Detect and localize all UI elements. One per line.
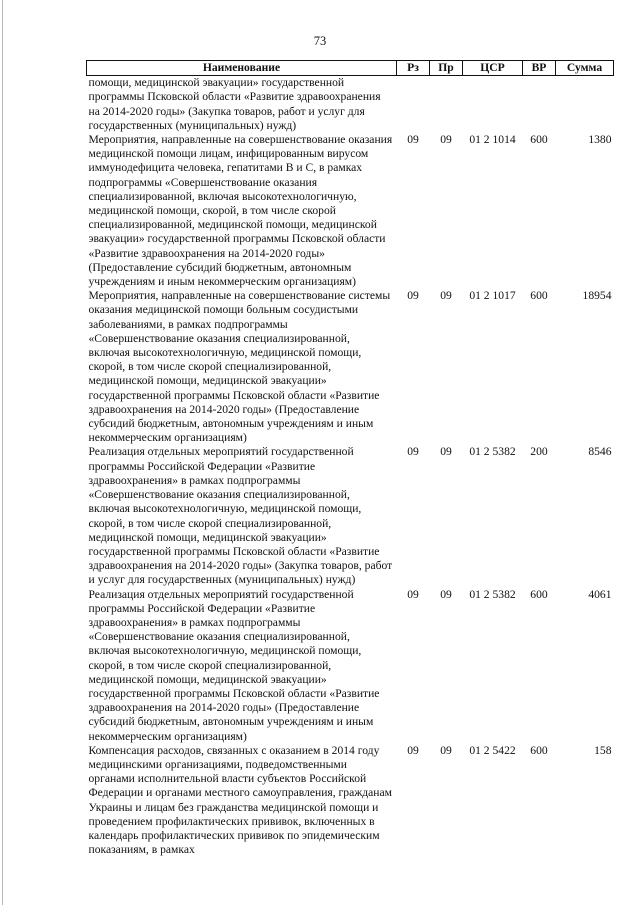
row-csr: 01 2 5422 <box>469 743 516 757</box>
table-row <box>87 133 614 289</box>
row-name: Компенсация расходов, связанных с оказанием в 2014 году медицинскими организациями, подведомственными органами исполнительной власти субъектов Российской Федерации и органами местного самоуправления, гражданам Украины и лицам без гражданства медицинской помощи и проведением профилактических прививок, включенных в календарь профилактических прививок по эпидемическим показаниям, в рамках <box>88 743 392 857</box>
row-rz: 09 <box>407 445 419 459</box>
row-name: Реализация отдельных мероприятий государственной программы Российской Федерации «Развитие здравоохранения» в рамках подпрограммы «Совершенствование оказания специализированной, включая высокотехнологичную, медицинской помощи, скорой, в том числе скорой специализированной, медицинской помощи, медицинской эвакуации» государственной программы Псковской области «Развитие здравоохранения на 2014-2020 годы» (Предоставление субсидий бюджетным, автономным учреждениям и иным некоммерческим организациям) <box>88 587 380 743</box>
row-sum <box>556 76 614 133</box>
row-rz <box>397 76 430 133</box>
row-csr: 01 2 1017 <box>469 289 516 303</box>
column-header-vr: ВР <box>523 61 556 76</box>
row-csr: 01 2 5382 <box>469 445 516 459</box>
row-vr <box>523 76 556 133</box>
row-vr: 600 <box>530 743 548 757</box>
row-sum: 8546 <box>588 445 612 459</box>
row-pr: 09 <box>440 743 452 757</box>
row-sum: 158 <box>594 743 612 757</box>
row-csr: 01 2 5382 <box>469 587 516 601</box>
column-header-rz: Рз <box>397 61 430 76</box>
row-sum: 18954 <box>582 289 612 303</box>
table-row <box>87 744 614 858</box>
row-vr: 600 <box>530 289 548 303</box>
row-name: Реализация отдельных мероприятий государственной программы Российской Федерации «Развитие здравоохранения» в рамках подпрограммы «Совершенствование оказания специализированной, включая высокотехнологичную, медицинской помощи, скорой, в том числе скорой специализированной, медицинской помощи, медицинской эвакуации» государственной программы Псковской области «Развитие здравоохранения на 2014-2020 годы» (Закупка товаров, работ и услуг для государственных (муниципальных) нужд) <box>88 445 393 587</box>
row-rz: 09 <box>407 133 419 147</box>
row-sum: 1380 <box>588 133 612 147</box>
row-name: помощи, медицинской эвакуации» государственной программы Псковской области «Развитие здравоохранения на 2014-2020 годы» (Закупка товаров, работ и услуг для государственных (муниципальных) нужд) <box>88 76 381 132</box>
table-row <box>87 289 614 445</box>
page-number: 73 <box>313 34 327 48</box>
table-row <box>87 445 614 587</box>
row-csr: 01 2 1014 <box>469 133 516 147</box>
row-vr: 600 <box>530 587 548 601</box>
column-header-sum: Сумма <box>556 61 614 76</box>
row-pr: 09 <box>440 133 452 147</box>
row-rz: 09 <box>407 743 419 757</box>
row-sum: 4061 <box>588 587 612 601</box>
table-row <box>87 588 614 744</box>
row-pr: 09 <box>440 587 452 601</box>
row-pr: 09 <box>440 445 452 459</box>
table-row <box>87 76 614 133</box>
table-header-row <box>87 61 614 76</box>
scan-edge-line <box>2 0 3 905</box>
column-header-pr: Пр <box>430 61 463 76</box>
row-vr: 600 <box>530 133 548 147</box>
column-header-name: Наименование <box>87 61 397 76</box>
row-rz: 09 <box>407 587 419 601</box>
row-name: Мероприятия, направленные на совершенствование системы оказания медицинской помощи больным сосудистыми заболеваниями, в рамках подпрограммы «Совершенствование оказания специализированной, включая высокотехнологичную, медицинской помощи, скорой, в том числе скорой специализированной, медицинской помощи, медицинской эвакуации» государственной программы Псковской области «Развитие здравоохранения на 2014-2020 годы» (Предоставление субсидий бюджетным, автономным учреждениям и иным некоммерческим организациям) <box>88 289 391 445</box>
budget-table <box>86 60 614 857</box>
row-pr: 09 <box>440 289 452 303</box>
column-header-csr: ЦСР <box>463 61 523 76</box>
row-pr <box>430 76 463 133</box>
row-name: Мероприятия, направленные на совершенствование оказания медицинской помощи лицам, инфицированным вирусом иммунодефицита человека, гепатитами B и C, в рамках подпрограммы «Совершенствование оказания специализированной, включая высокотехнологичную, медицинской помощи, скорой, в том числе скорой специализированной, медицинской помощи, медицинской эвакуации» государственной программы Псковской области «Развитие здравоохранения на 2014-2020 годы» (Предоставление субсидий бюджетным, автономным учреждениям и иным некоммерческим организациям) <box>88 133 393 289</box>
row-rz: 09 <box>407 289 419 303</box>
row-csr <box>463 76 523 133</box>
row-vr: 200 <box>530 445 548 459</box>
